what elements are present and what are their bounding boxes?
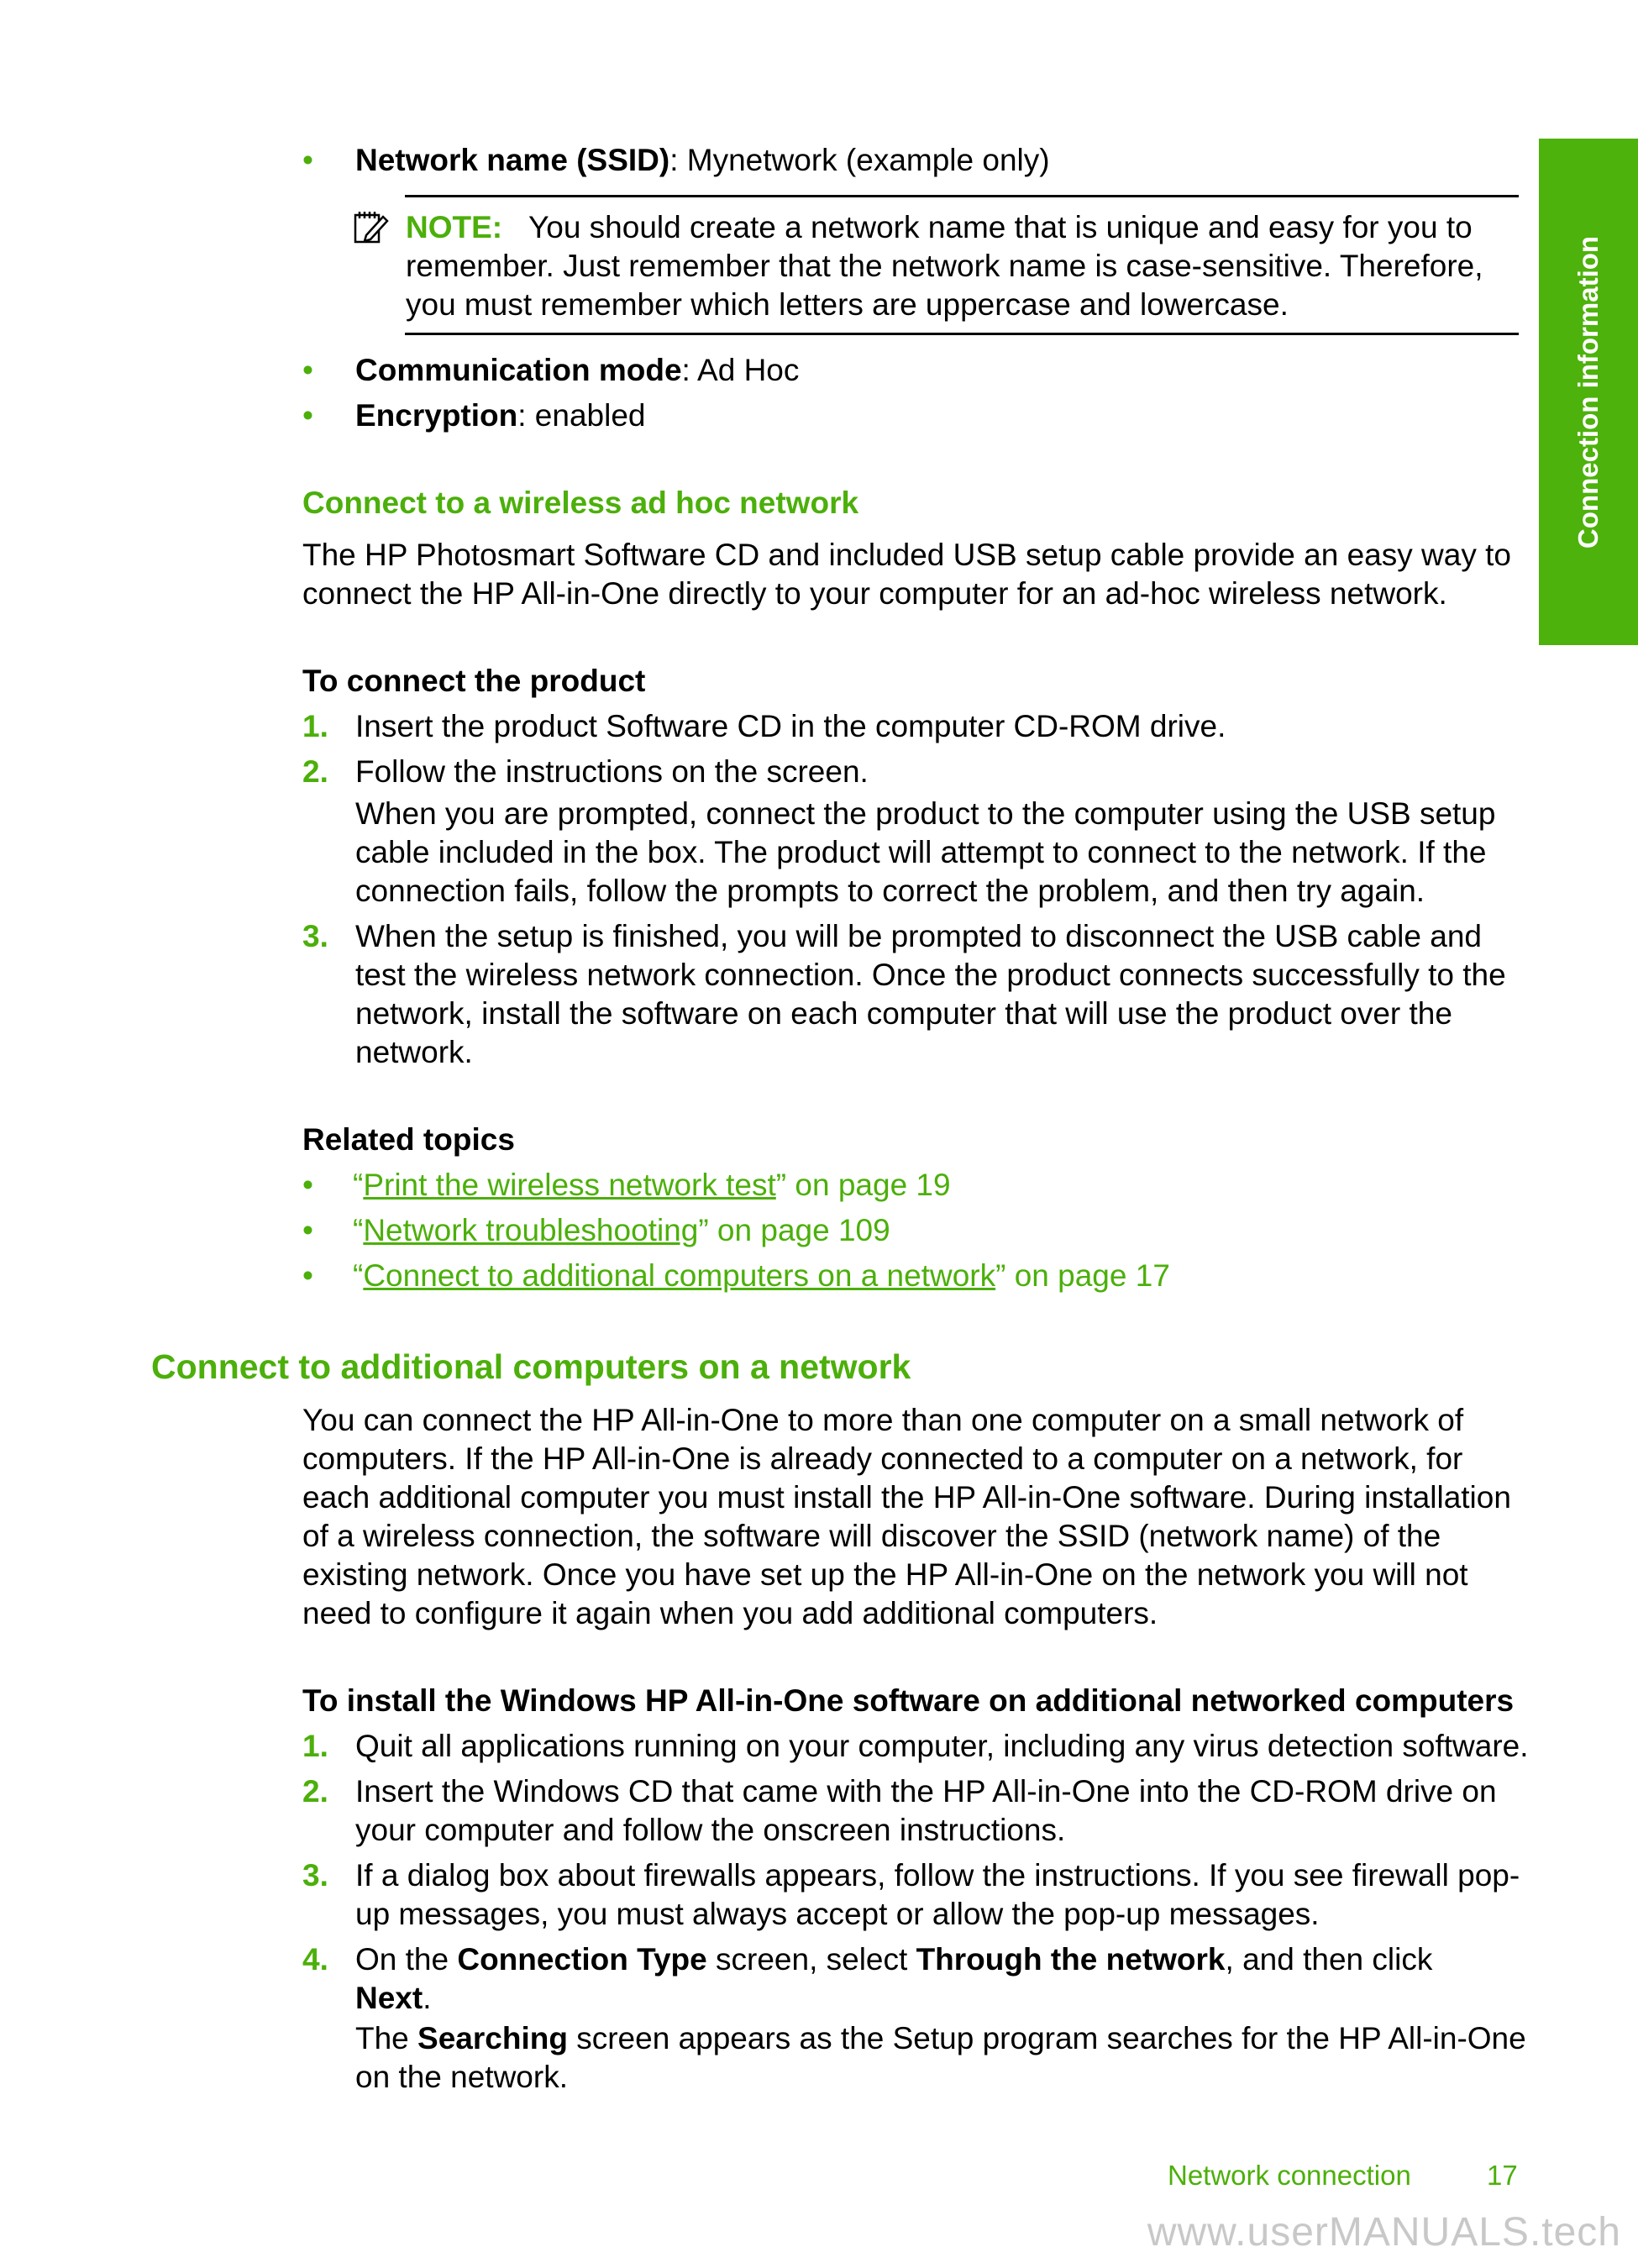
encryption-item xyxy=(355,396,646,435)
bullet-icon: • xyxy=(302,353,313,387)
s2-step-2-line-2: your computer and follow the onscreen instructions. xyxy=(355,1813,1066,1847)
bullet-icon: • xyxy=(302,1168,313,1202)
related-link-troubleshooting[interactable]: Network troubleshooting xyxy=(363,1213,699,1247)
page-ref: ” on page 19 xyxy=(775,1168,951,1202)
text: screen, select xyxy=(706,1942,916,1977)
mode-value: : Ad Hoc xyxy=(681,353,800,387)
section2-intro-4: of a wireless connection, the software will discover the SSID (network name) of the xyxy=(302,1519,1441,1553)
text: . xyxy=(423,1981,432,2015)
s2-step-2-line-1: Insert the Windows CD that came with the HP All-in-One into the CD-ROM drive on xyxy=(355,1774,1497,1809)
section1-intro-1: The HP Photosmart Software CD and included USB setup cable provide an easy way to xyxy=(302,538,1511,572)
side-tab-label: Connection information xyxy=(1572,235,1604,549)
ssid-item xyxy=(355,141,1050,180)
bullet-icon: • xyxy=(302,1213,313,1247)
mode-item xyxy=(355,351,799,390)
section2-heading: Connect to additional computers on a network xyxy=(151,1347,911,1386)
step-number: 3. xyxy=(302,1858,328,1893)
step-2-line-3: cable included in the box. The product will attempt to connect to the network. If the xyxy=(355,835,1487,869)
step-number: 2. xyxy=(302,754,328,789)
section2-intro-5: existing network. Once you have set up the HP All-in-One on the network you will not xyxy=(302,1557,1468,1592)
ssid-value: : Mynetwork (example only) xyxy=(669,143,1050,177)
encryption-label: Encryption xyxy=(355,398,518,433)
side-tab xyxy=(1539,139,1638,645)
related-item xyxy=(353,1166,951,1205)
step-number: 1. xyxy=(302,709,328,743)
step-number: 4. xyxy=(302,1942,328,1977)
step-3-line-4: network. xyxy=(355,1035,473,1069)
ui-term-through-network: Through the network xyxy=(916,1942,1226,1977)
section2-intro-2: computers. If the HP All-in-One is already connected to a computer on a network, for xyxy=(302,1441,1463,1476)
s2-step-4-line-4: on the network. xyxy=(355,2060,568,2094)
step-2-line-2: When you are prompted, connect the product to the computer using the USB setup xyxy=(355,796,1496,831)
related-link-additional-computers[interactable]: Connect to additional computers on a network xyxy=(363,1258,996,1293)
page-ref: ” on page 17 xyxy=(995,1258,1170,1293)
s2-step-3-line-1: If a dialog box about firewalls appears, follow the instructions. If you see firewall pop- xyxy=(355,1858,1520,1893)
ui-term-next: Next xyxy=(355,1981,423,2015)
step-3-line-2: test the wireless network connection. Once the product connects successfully to the xyxy=(355,958,1506,992)
note-top-rule xyxy=(405,195,1519,197)
text: The xyxy=(355,2021,418,2055)
section2-procedure-title: To install the Windows HP All-in-One software on additional networked computers xyxy=(302,1683,1515,1718)
quote-open: “ xyxy=(353,1213,364,1247)
bullet-icon: • xyxy=(302,143,313,177)
quote-open: “ xyxy=(353,1258,364,1293)
bullet-icon: • xyxy=(302,1258,313,1293)
section1-heading: Connect to a wireless ad hoc network xyxy=(302,486,859,520)
s2-step-4-line-2 xyxy=(355,1979,431,2018)
step-number: 2. xyxy=(302,1774,328,1809)
ui-term-connection-type: Connection Type xyxy=(457,1942,707,1977)
s2-step-3-line-2: up messages, you must always accept or allow the pop-up messages. xyxy=(355,1897,1320,1931)
section2-intro-6: need to configure it again when you add additional computers. xyxy=(302,1596,1158,1630)
ssid-label: Network name (SSID) xyxy=(355,143,670,177)
step-number: 1. xyxy=(302,1729,328,1763)
footer-page-number: 17 xyxy=(1487,2160,1518,2191)
step-2-line-1: Follow the instructions on the screen. xyxy=(355,754,869,789)
encryption-value: : enabled xyxy=(517,398,646,433)
section2-intro-1: You can connect the HP All-in-One to more than one computer on a small network of xyxy=(302,1403,1464,1437)
watermark: www.userMANUALS.tech xyxy=(1147,2210,1621,2255)
quote-open: “ xyxy=(353,1168,364,1202)
related-topics-title: Related topics xyxy=(302,1122,515,1157)
note-bottom-rule xyxy=(405,333,1519,335)
step-2-line-4: connection fails, follow the prompts to correct the problem, and then try again. xyxy=(355,874,1425,908)
text: On the xyxy=(355,1942,458,1977)
related-link-wireless-test[interactable]: Print the wireless network test xyxy=(363,1168,776,1202)
note-icon xyxy=(353,210,390,249)
text: screen appears as the Setup program searches for the HP All-in-One xyxy=(567,2021,1526,2055)
ui-term-searching: Searching xyxy=(417,2021,568,2055)
note-label: NOTE: xyxy=(406,210,503,244)
footer-section: Network connection xyxy=(1168,2160,1411,2191)
section1-procedure-title: To connect the product xyxy=(302,664,646,698)
s2-step-4-line-1 xyxy=(355,1940,1432,1979)
text: , and then click xyxy=(1225,1942,1433,1977)
section1-intro-2: connect the HP All-in-One directly to your computer for an ad-hoc wireless network. xyxy=(302,576,1447,611)
note-line-3: you must remember which letters are uppercase and lowercase. xyxy=(406,287,1289,322)
step-1-line-1: Insert the product Software CD in the computer CD-ROM drive. xyxy=(355,709,1226,743)
page-ref: ” on page 109 xyxy=(698,1213,890,1247)
related-item xyxy=(353,1211,890,1250)
bullet-icon: • xyxy=(302,398,313,433)
step-3-line-3: network, install the software on each computer that will use the product over the xyxy=(355,996,1452,1031)
step-number: 3. xyxy=(302,919,328,953)
step-3-line-1: When the setup is finished, you will be prompted to disconnect the USB cable and xyxy=(355,919,1482,953)
mode-label: Communication mode xyxy=(355,353,682,387)
section2-intro-3: each additional computer you must install the HP All-in-One software. During installation xyxy=(302,1480,1511,1515)
note-text-1: You should create a network name that is unique and easy for you to xyxy=(528,210,1473,244)
related-item xyxy=(353,1257,1170,1295)
note-line-2: remember. Just remember that the network name is case-sensitive. Therefore, xyxy=(406,249,1483,283)
note-line-1 xyxy=(406,208,1473,247)
s2-step-4-line-3 xyxy=(355,2019,1526,2058)
s2-step-1-line-1: Quit all applications running on your computer, including any virus detection software. xyxy=(355,1729,1529,1763)
